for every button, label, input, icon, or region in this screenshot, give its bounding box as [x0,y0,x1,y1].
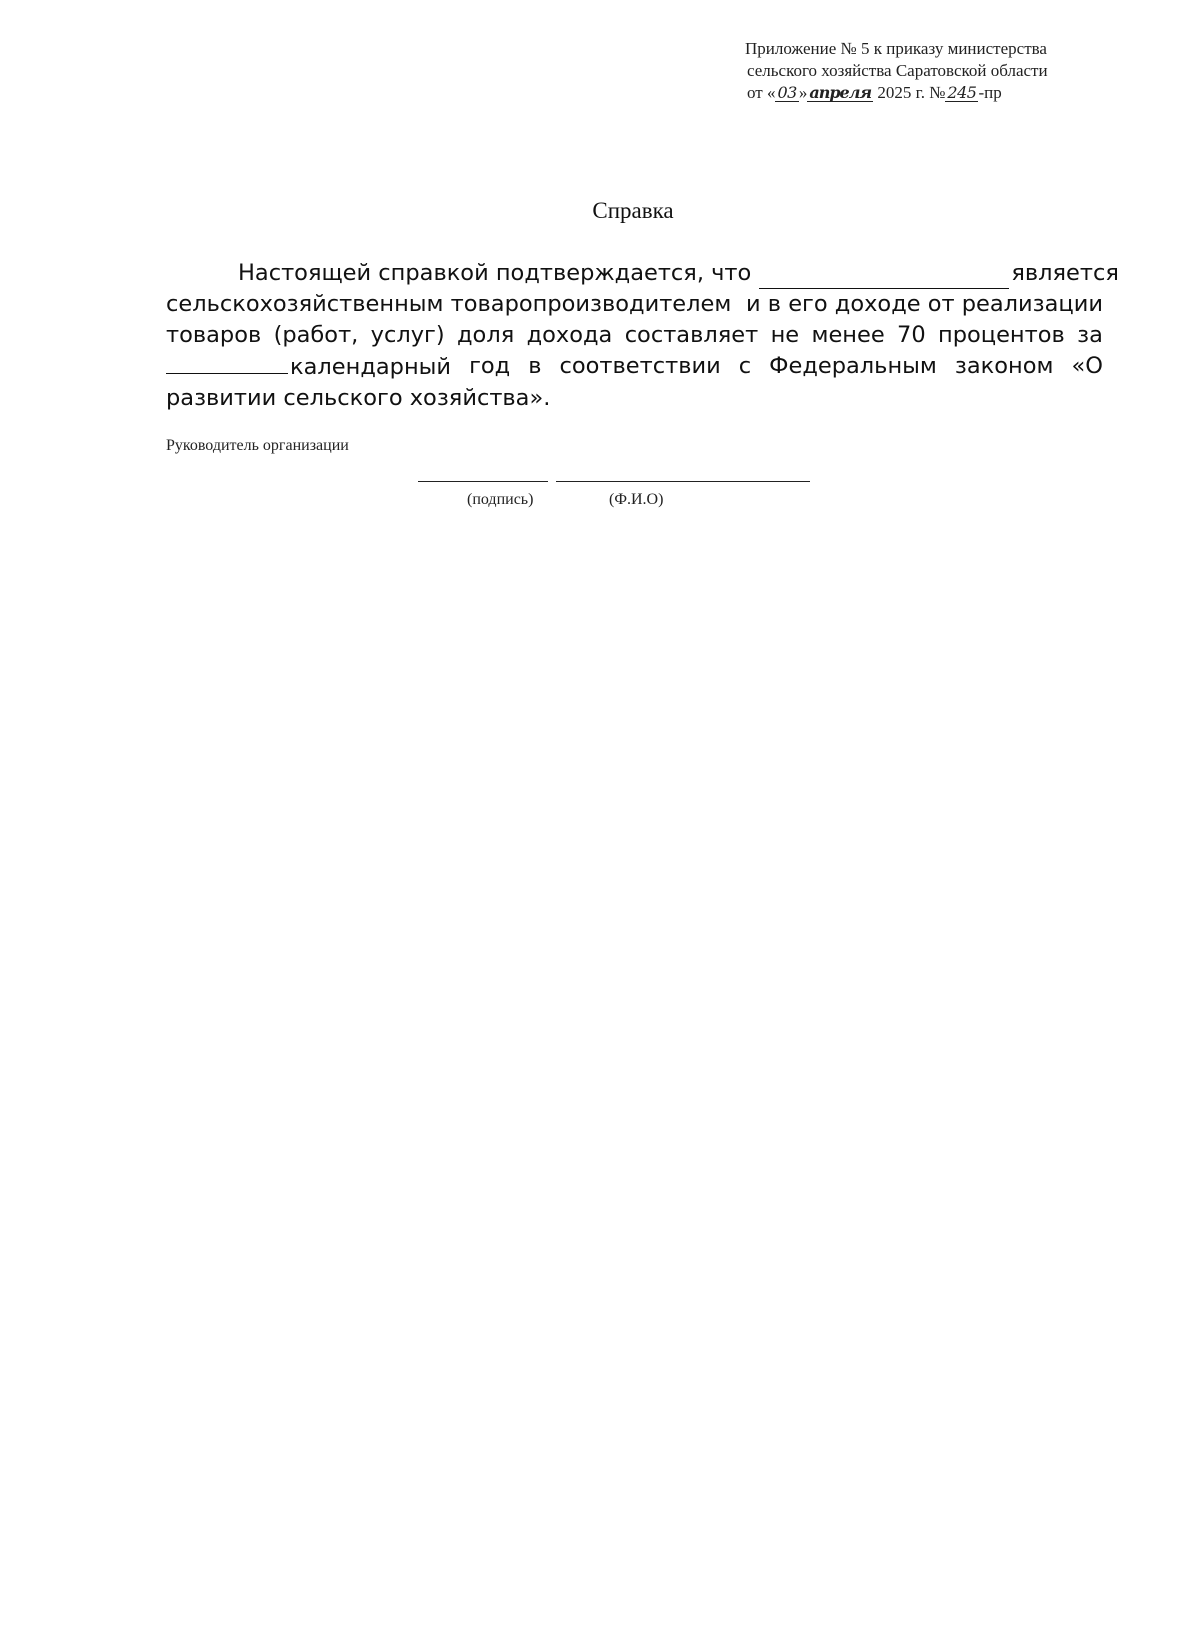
body-line-2-a: сельскохозяйственным товаропроизводителем [166,291,732,317]
fio-caption: (Ф.И.О) [609,491,664,508]
body-line-4-word: календарный [290,354,452,380]
body-line-2-b: и в его доходе от реализации [746,291,1103,317]
body-line-3-word: составляет [624,322,759,348]
company-name-blank [759,266,1009,289]
body-line-4-word: законом [954,353,1054,379]
handwritten-month: апреля [809,83,872,102]
year-blank-with-word [166,351,451,383]
body-line-3-word: 70 [897,322,926,348]
body-line-1 [166,258,1119,289]
body-line-3 [166,320,1103,351]
body-line-3-word: услуг) [370,322,445,348]
body-line-5 [166,383,1103,414]
body-line-4-word: соответствии [559,353,721,379]
year-blank [166,351,288,374]
body-line-3-word: доля [457,322,515,348]
body-line-4-word: Федеральным [769,353,937,379]
body-line-3-word: товаров [166,322,262,348]
body-line-5-text: развитии сельского хозяйства». [166,385,551,411]
body-line-4-word: год [469,353,511,379]
body-line-3-word: не [770,322,800,348]
signature-line [418,481,548,483]
document-title: Справка [592,198,674,223]
handwritten-day: 03 [777,83,797,102]
body-line-3-word: (работ, [273,322,359,348]
date-day-close: » [798,83,808,102]
signature-caption: (подпись) [467,491,534,508]
handwritten-order-number: 245 [947,83,977,102]
company-blank-wrapper [751,258,1011,289]
fio-line [556,481,810,483]
year-and-number-label: 2025 г. № [877,83,946,102]
appendix-line-1: Приложение № 5 к приказу министерства [745,39,1047,58]
date-prefix: от « [747,83,776,102]
order-suffix: -пр [978,83,1002,102]
body-line-4-word: «О [1071,353,1103,379]
appendix-header [745,38,1145,104]
signer-label: Руководитель организации [166,437,349,454]
appendix-date-line [745,82,1145,104]
body-line-2 [166,289,1103,320]
body-line-4 [166,351,1103,383]
body-line-4-word: в [528,353,542,379]
body-line-3-word: менее [811,322,885,348]
appendix-line-2: сельского хозяйства Саратовской области [747,61,1048,80]
body-line-3-word: дохода [526,322,613,348]
body-line-1-start: Настоящей справкой подтверждается, что [238,260,752,286]
body-line-4-word: с [738,353,752,379]
document-body [166,258,1119,414]
body-line-3-word: процентов [938,322,1065,348]
body-line-3-word: за [1077,322,1103,348]
body-line-1-end: является [1011,260,1119,286]
